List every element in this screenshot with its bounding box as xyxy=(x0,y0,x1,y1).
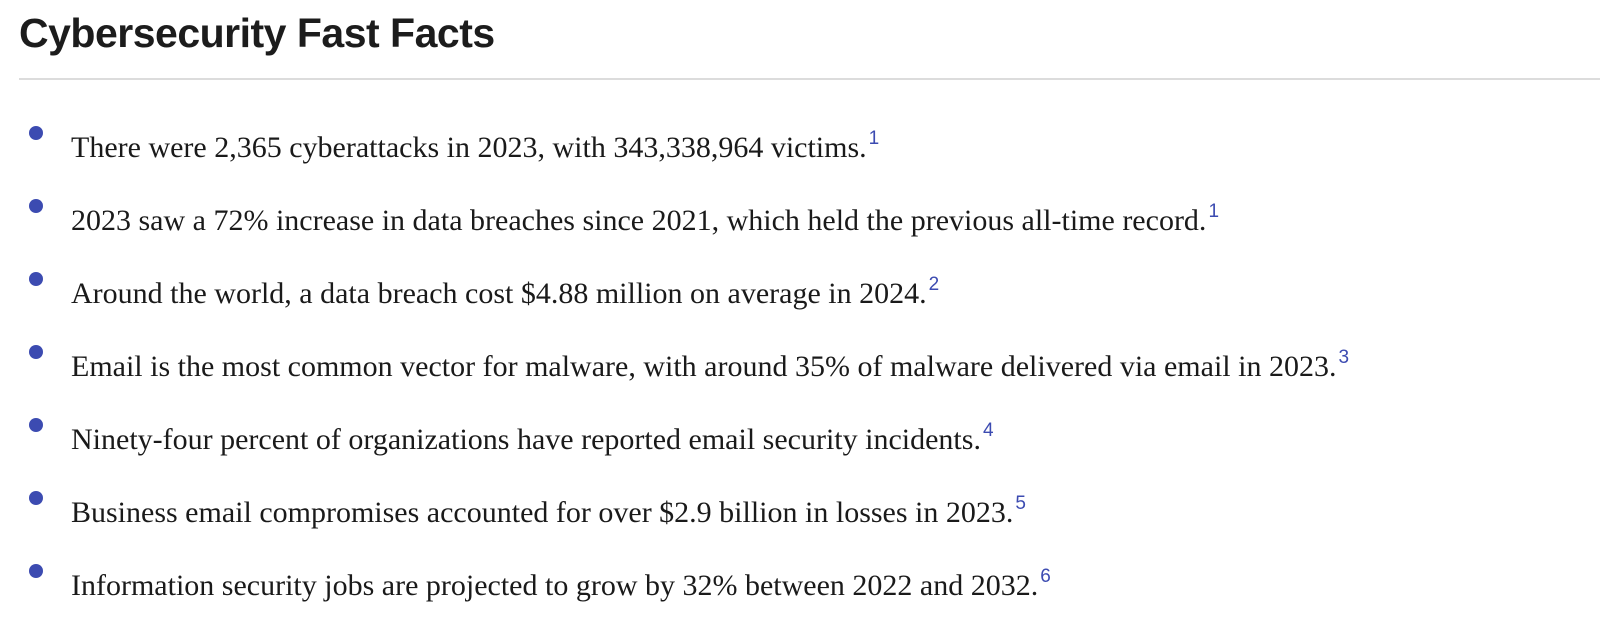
fact-text-body: Ninety-four percent of organizations have reported email security incidents. xyxy=(71,423,981,456)
bullet-icon xyxy=(29,345,43,359)
facts-list xyxy=(19,118,1600,629)
bullet-icon xyxy=(29,199,43,213)
fact-text-body: Business email compromises accounted for over $2.9 billion in losses in 2023. xyxy=(71,496,1014,529)
fact-text xyxy=(71,566,1051,606)
fact-text xyxy=(71,201,1219,241)
fact-text xyxy=(71,274,939,314)
fact-text-body: Email is the most common vector for malware, with around 35% of malware delivered via email in 2023. xyxy=(71,350,1337,383)
fact-text-body: Information security jobs are projected to grow by 32% between 2022 and 2032. xyxy=(71,569,1039,602)
bullet-icon xyxy=(29,272,43,286)
bullet-icon xyxy=(29,564,43,578)
fact-text xyxy=(71,128,879,168)
footnote-link[interactable]: 1 xyxy=(868,128,880,149)
footnote-link[interactable]: 6 xyxy=(1040,566,1051,587)
fact-text-body: Around the world, a data breach cost $4.88 million on average in 2024. xyxy=(71,277,927,310)
fact-item xyxy=(19,191,1600,264)
section-title: Cybersecurity Fast Facts xyxy=(19,10,495,56)
fact-item xyxy=(19,264,1600,337)
footnote-link[interactable]: 4 xyxy=(982,420,994,441)
footnote-link[interactable]: 2 xyxy=(928,274,940,295)
fact-item xyxy=(19,483,1600,556)
fact-text xyxy=(71,420,994,460)
footnote-link[interactable]: 1 xyxy=(1208,201,1220,222)
fact-text-body: 2023 saw a 72% increase in data breaches since 2021, which held the previous all-time record. xyxy=(71,204,1207,237)
fact-item xyxy=(19,556,1600,629)
title-divider xyxy=(19,78,1600,80)
fact-text-body: There were 2,365 cyberattacks in 2023, with 343,338,964 victims. xyxy=(71,131,867,164)
bullet-icon xyxy=(29,491,43,505)
fact-item xyxy=(19,410,1600,483)
footnote-link[interactable]: 5 xyxy=(1015,493,1026,514)
fact-item xyxy=(19,118,1600,191)
bullet-icon xyxy=(29,418,43,432)
fact-item xyxy=(19,337,1600,410)
footnote-link[interactable]: 3 xyxy=(1338,347,1350,368)
bullet-icon xyxy=(29,126,43,140)
fact-text xyxy=(71,347,1349,387)
fact-text xyxy=(71,493,1026,533)
